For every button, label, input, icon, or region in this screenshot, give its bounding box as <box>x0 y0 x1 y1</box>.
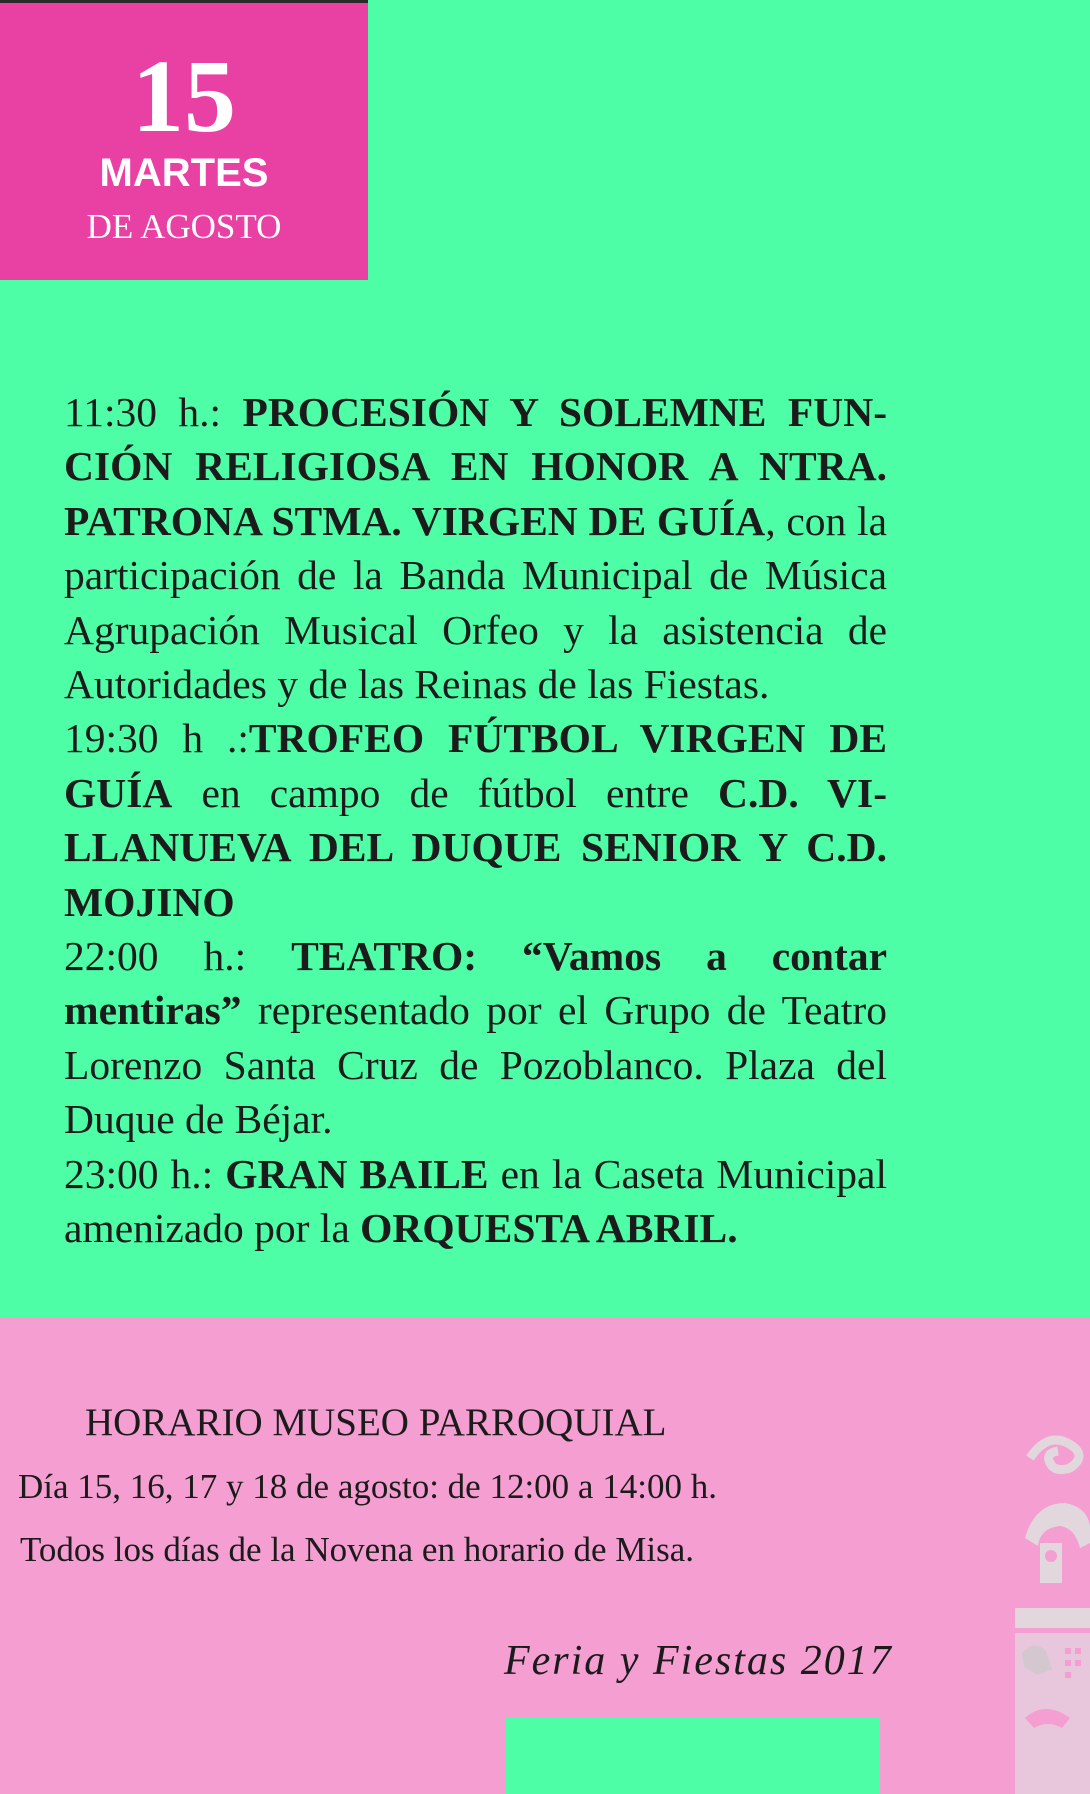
event-title: PROCESIÓN Y SOLEMNE FUNCIÓN RELIGIOSA EN HONOR A NTRA. PATRONA STMA. VIRGEN DE GUÍA <box>64 389 888 544</box>
event-time: 11:30 h.: <box>64 389 243 435</box>
event-description: , con la participación de la Banda Municipal de Música Agrupación Musical Orfeo y la asistencia de Autoridades y de las Reinas de las Fiestas. <box>64 497 887 708</box>
event-football <box>64 711 887 929</box>
museum-novena: Todos los días de la Novena en horario de Misa. <box>20 1530 695 1569</box>
event-time: 22:00 h.: <box>64 933 292 980</box>
event-time: 19:30 h .: <box>64 715 249 762</box>
event-time: 23:00 h.: <box>64 1150 226 1197</box>
event-program <box>64 385 887 1256</box>
event-description: representado por el Grupo de Teatro Lorenzo Santa Cruz de Pozoblanco. Plaza del Duque de Béjar. <box>64 987 887 1143</box>
event-description: en campo de fútbol entre <box>172 769 719 816</box>
event-teams: C.D. VILLANUEVA DEL DUQUE SENIOR Y C.D. MOJINO <box>64 769 888 925</box>
event-title: TEATRO: “Vamos a contar mentiras” <box>64 933 887 1034</box>
month: DE AGOSTO <box>86 207 282 246</box>
museum-title: HORARIO MUSEO PARROQUIAL <box>85 1401 667 1444</box>
date-badge <box>0 3 368 280</box>
weekday: MARTES <box>99 151 269 195</box>
day-number: 15 <box>132 39 236 154</box>
event-title: TROFEO FÚTBOL VIRGEN DE GUÍA <box>64 715 887 816</box>
event-title: GRAN BAILE <box>225 1150 489 1197</box>
coat-of-arms-icon <box>1010 1418 1090 1794</box>
footer-brand: Feria y Fiestas 2017 <box>504 1638 893 1684</box>
footer-green-block <box>506 1718 880 1794</box>
event-dance <box>64 1147 887 1256</box>
event-description: en la Caseta Municipal amenizado por la <box>64 1150 887 1252</box>
museum-hours-panel <box>0 1318 1090 1794</box>
event-theatre <box>64 929 887 1147</box>
event-orchestra: ORQUESTA ABRIL. <box>360 1205 738 1252</box>
event-procession <box>64 385 887 711</box>
museum-dates: Día 15, 16, 17 y 18 de agosto: de 12:00 a 14:00 h. <box>18 1467 717 1506</box>
